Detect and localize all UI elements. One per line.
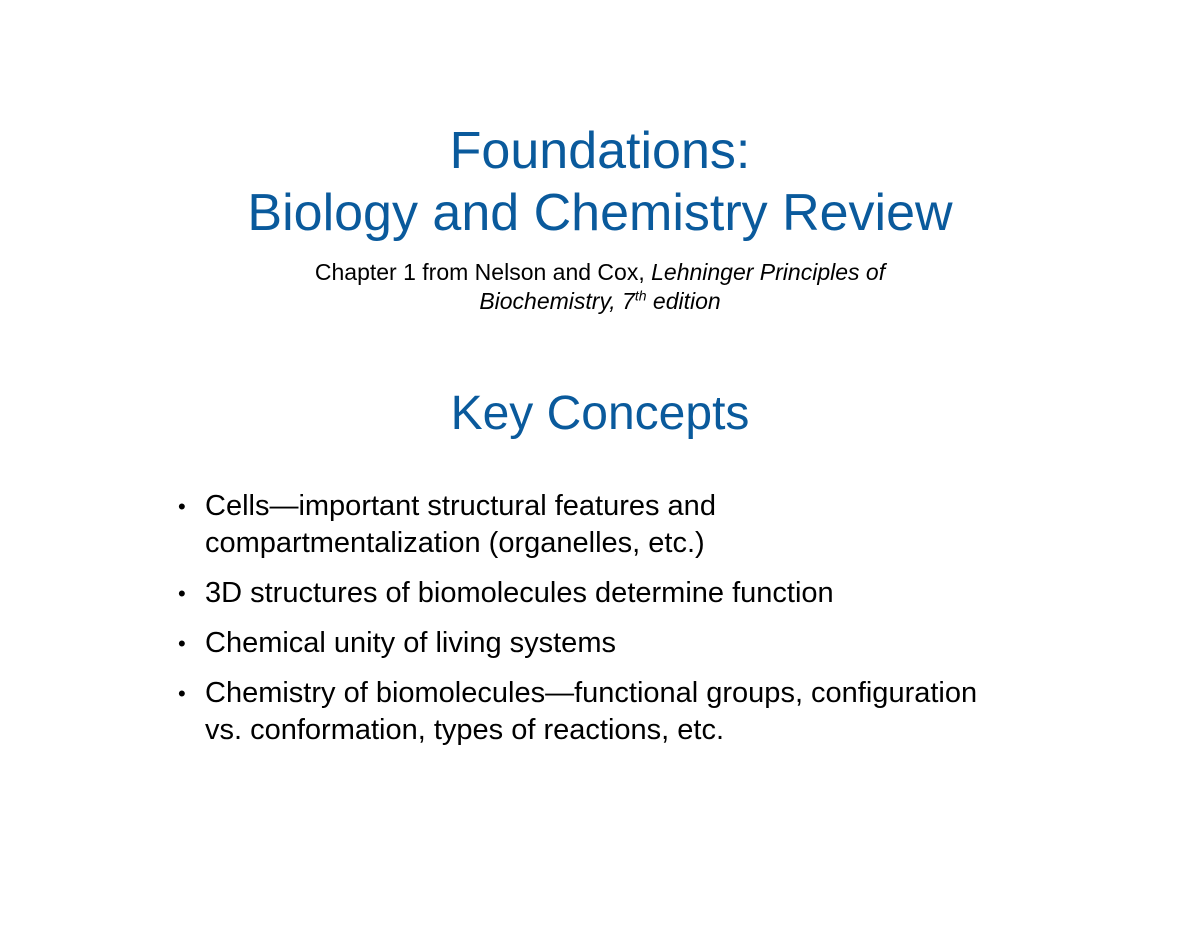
key-concepts-list: [175, 488, 1135, 762]
edition-suffix: edition: [646, 288, 721, 314]
bullet-icon: •: [178, 631, 186, 656]
slide-title: [0, 120, 1200, 244]
list-item: [175, 488, 1135, 562]
subtitle-line-2: [0, 287, 1200, 316]
bullet-text-line: Cells—important structural features and: [205, 490, 716, 522]
subtitle-prefix: Chapter 1 from Nelson and Cox,: [314, 259, 652, 285]
edition-superscript: th: [634, 287, 647, 304]
title-line-1: Foundations:: [449, 122, 751, 180]
subtitle-citation: [0, 258, 1200, 316]
bullet-icon: •: [178, 581, 186, 606]
section-heading: Key Concepts: [450, 387, 750, 440]
bullet-text-line: vs. conformation, types of reactions, etc.: [205, 714, 725, 746]
book-title-part-1: Lehninger Principles of: [651, 259, 886, 285]
bullet-text-line: Chemistry of biomolecules—functional groups, configuration: [205, 677, 978, 709]
list-item: [175, 625, 1135, 662]
bullet-icon: •: [178, 494, 186, 519]
list-item: [175, 675, 1135, 749]
book-title-part-2: Biochemistry, 7: [479, 288, 635, 314]
list-item: [175, 575, 1135, 612]
title-line-2: Biology and Chemistry Review: [247, 184, 953, 242]
bullet-text-line: 3D structures of biomolecules determine function: [205, 577, 834, 609]
bullet-text-line: Chemical unity of living systems: [205, 627, 616, 659]
subtitle-line-1: [0, 258, 1200, 287]
bullet-text-line: compartmentalization (organelles, etc.): [205, 527, 705, 559]
bullet-icon: •: [178, 681, 186, 706]
